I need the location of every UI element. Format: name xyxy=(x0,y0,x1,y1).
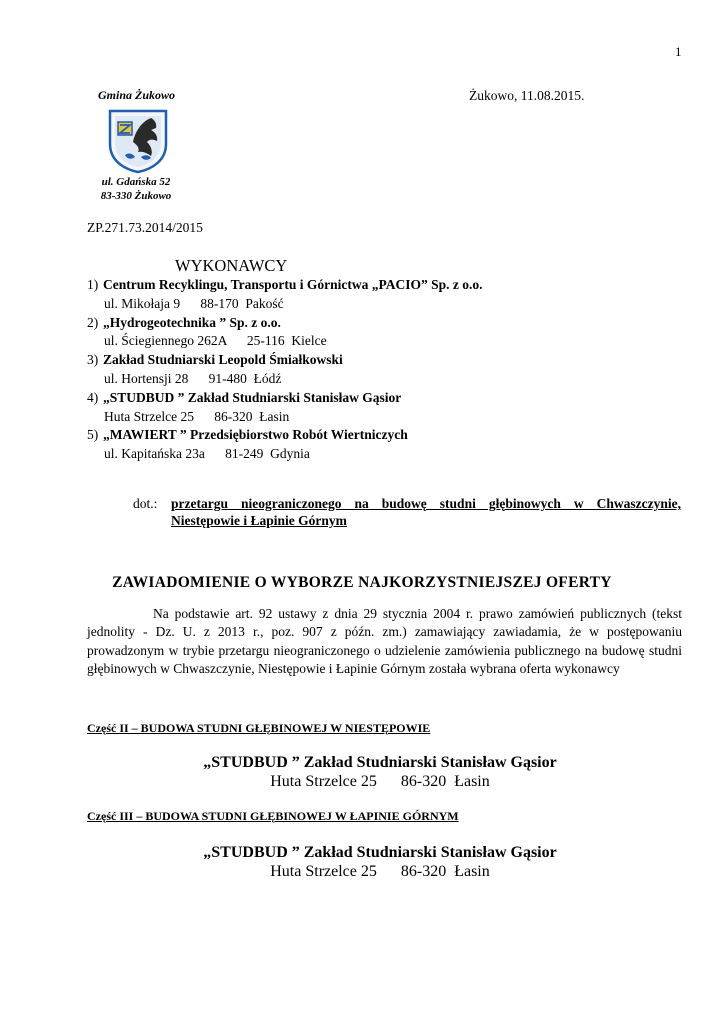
contractor-address xyxy=(87,370,483,389)
contractor-number: 2) xyxy=(87,314,99,330)
contractor-address-text: ul. Ściegiennego 262A 25-116 Kielce xyxy=(104,333,327,349)
contractor-number: 4) xyxy=(87,389,99,405)
page-number: 1 xyxy=(675,44,682,59)
contractor-name: „Hydrogeotechnika ” Sp. z o.o. xyxy=(103,314,281,330)
contractor-name: „STUDBUD ” Zakład Studniarski Stanisław Gąsior xyxy=(103,389,402,405)
coat-of-arms-icon xyxy=(107,108,169,174)
address-line-2: 83-330 Żukowo xyxy=(100,190,172,202)
contractor-number: 5) xyxy=(87,427,99,443)
winner-name-part-2: „STUDBUD ” Zakład Studniarski Stanisław Gąsior xyxy=(203,754,557,771)
contractor-name-row xyxy=(87,351,483,370)
contractor-address xyxy=(87,408,483,427)
contractor-address-text: ul. Kapitańska 23a 81-249 Gdynia xyxy=(104,446,310,462)
contractor-number: 1) xyxy=(87,277,99,292)
contractor-name-row xyxy=(87,389,483,408)
contractor-address-text: ul. Hortensji 28 91-480 Łódź xyxy=(104,370,282,386)
body-text: Na podstawie art. 92 ustawy z dnia 29 stycznia 2004 r. prawo zamówień publicznych (tekst jednolity - Dz. U. z 2013 r., poz. 907 z późn. zm.) zamawiający zawiadamia, że w postępowaniu prowadzonym w trybie przetargu nieograniczonego o udzielenie zamówienia publicznego na budowę studni głębinowych w Chwaszczynie, Niestępowie i Łapinie Górnym została wybrana oferta wykonawcy xyxy=(87,606,682,676)
contractor-name: Zakład Studniarski Leopold Śmiałkowski xyxy=(103,352,343,368)
contractor-address-text: ul. Mikołaja 9 88-170 Pakość xyxy=(104,295,284,311)
date-line: Żukowo, 11.08.2015. xyxy=(469,88,585,103)
contractor-address xyxy=(87,332,483,351)
contractors-list xyxy=(87,276,483,464)
contractor-address-text: Huta Strzelce 25 86-320 Łasin xyxy=(104,408,290,424)
winner-address-part-2: Huta Strzelce 25 86-320 Łasin xyxy=(270,773,490,790)
section-heading-part-3: Część III – BUDOWA STUDNI GŁĘBINOWEJ W ŁAPINIE GÓRNYM xyxy=(87,809,459,823)
body-paragraph xyxy=(87,605,682,678)
address-line-1: ul. Gdańska 52 xyxy=(101,176,171,188)
contractor-address xyxy=(87,295,483,314)
contractor-address xyxy=(87,445,483,464)
contractor-name-row xyxy=(87,314,483,333)
contractor-name-row xyxy=(87,276,483,295)
issuer-name: Gmina Żukowo xyxy=(98,88,176,102)
section-heading-part-2: Część II – BUDOWA STUDNI GŁĘBINOWEJ W NIESTĘPOWIE xyxy=(87,721,431,735)
notice-title: ZAWIADOMIENIE O WYBORZE NAJKORZYSTNIEJSZEJ OFERTY xyxy=(112,574,612,591)
concern-label: dot.: xyxy=(133,496,158,511)
concern-subject: przetargu nieograniczonego na budowę studni głębinowych w Chwaszczynie, Niestępowie i Łapinie Górnym xyxy=(171,496,681,528)
contractor-name: „MAWIERT ” Przedsiębiorstwo Robót Wiertniczych xyxy=(103,427,408,443)
reference-number: ZP.271.73.2014/2015 xyxy=(87,220,203,235)
winner-name-part-3: „STUDBUD ” Zakład Studniarski Stanisław Gąsior xyxy=(203,844,557,861)
winner-address-part-3: Huta Strzelce 25 86-320 Łasin xyxy=(270,863,490,880)
contractors-heading: WYKONAWCY xyxy=(175,256,288,275)
contractor-name-row xyxy=(87,426,483,445)
contractor-name: Centrum Recyklingu, Transportu i Górnictwa „PACIO” Sp. z o.o. xyxy=(103,277,483,292)
contractor-number: 3) xyxy=(87,352,99,368)
